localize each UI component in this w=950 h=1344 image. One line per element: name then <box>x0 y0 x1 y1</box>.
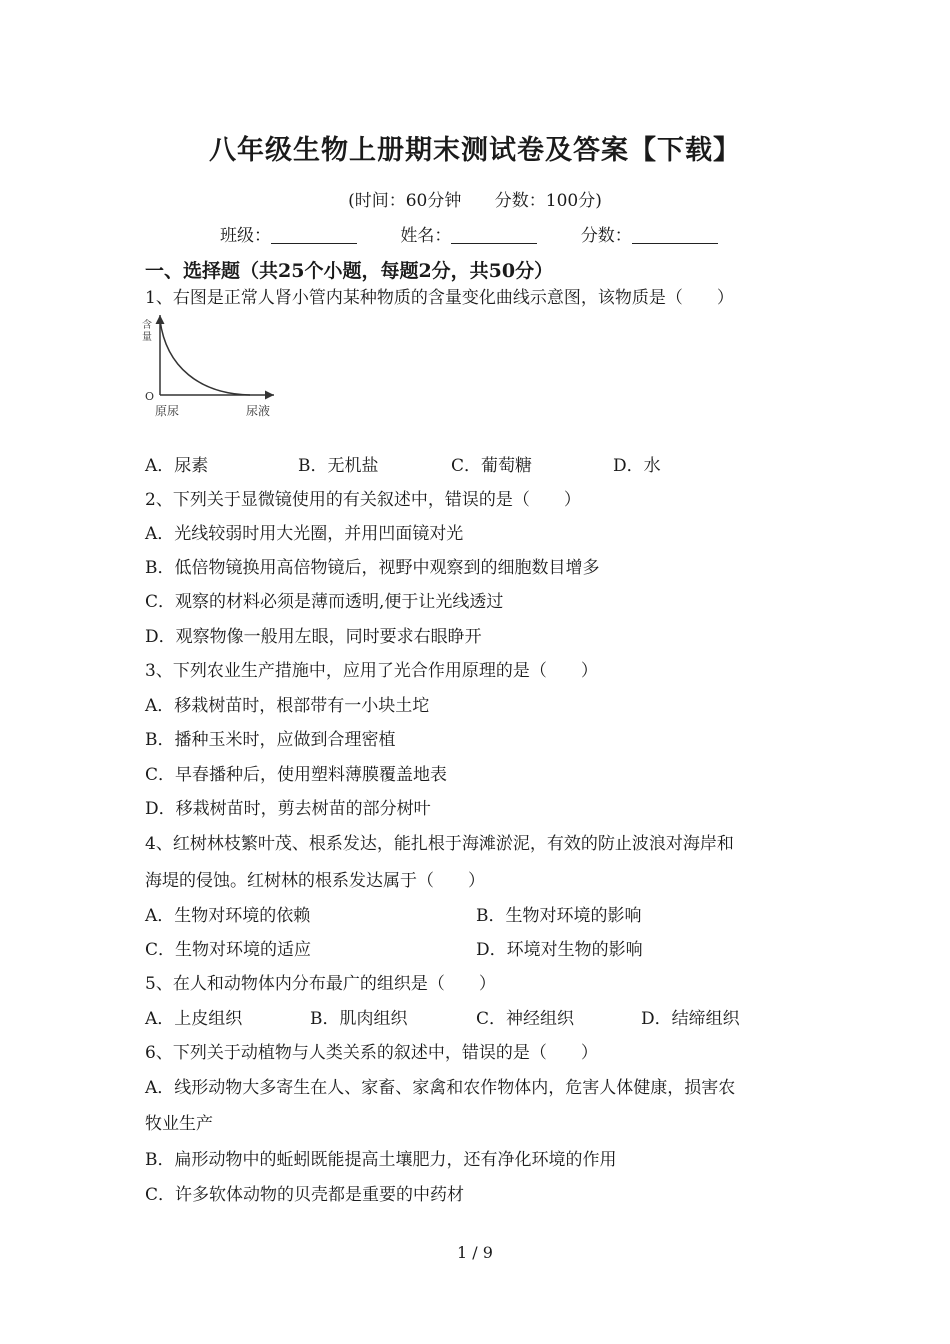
exam-meta <box>0 186 950 211</box>
q3-option-a: A．移栽树苗时，根部带有一小块土坨 <box>145 696 430 716</box>
student-fields <box>220 221 756 246</box>
score-field <box>581 221 718 246</box>
q2-option-b: B．低倍物镜换用高倍物镜后，视野中观察到的细胞数目增多 <box>145 558 600 578</box>
decay-curve <box>160 320 250 395</box>
q5-option-b: B．肌肉组织 <box>310 1009 408 1029</box>
question-6-stem: 6、下列关于动植物与人类关系的叙述中，错误的是（ ） <box>145 1043 598 1063</box>
q1-option-c: C．葡萄糖 <box>451 456 533 476</box>
class-blank[interactable] <box>271 227 357 244</box>
name-blank[interactable] <box>451 227 537 244</box>
q4-option-b: B．生物对环境的影响 <box>476 906 642 926</box>
q5-option-d: D．结缔组织 <box>641 1009 740 1029</box>
q4-option-d: D．环境对生物的影响 <box>476 940 643 960</box>
q2-option-c: C．观察的材料必须是薄而透明,便于让光线透过 <box>145 592 504 612</box>
question-5-stem: 5、在人和动物体内分布最广的组织是（ ） <box>145 974 496 994</box>
q4-option-a: A．生物对环境的依赖 <box>145 906 311 926</box>
q1-option-a: A．尿素 <box>145 456 209 476</box>
q5-option-a: A．上皮组织 <box>145 1009 243 1029</box>
q6-option-a-line1: A．线形动物大多寄生在人、家畜、家禽和农作物体内，危害人体健康，损害农 <box>145 1078 736 1098</box>
class-label: 班级： <box>220 226 271 246</box>
q6-option-c: C．许多软体动物的贝壳都是重要的中药材 <box>145 1185 465 1205</box>
page-title: 八年级生物上册期末测试卷及答案【下载】 <box>209 135 741 166</box>
name-field <box>400 221 537 246</box>
q2-option-a: A．光线较弱时用大光圈，并用凹面镜对光 <box>145 524 464 544</box>
question-4-stem-line2: 海堤的侵蚀。红树林的根系发达属于（ ） <box>145 871 485 891</box>
q6-option-b: B．扁形动物中的蚯蚓既能提高土壤肥力，还有净化环境的作用 <box>145 1150 617 1170</box>
y-label-bottom: 量 <box>142 332 152 343</box>
q1-option-d: D．水 <box>613 456 661 476</box>
time-info: (时间：60分钟 <box>348 191 462 211</box>
origin-label: O <box>145 390 155 403</box>
q2-option-d: D．观察物像一般用左眼，同时要求右眼睁开 <box>145 627 482 647</box>
question-2-stem: 2、下列关于显微镜使用的有关叙述中，错误的是（ ） <box>145 490 581 510</box>
question-4-stem-line1: 4、红树林枝繁叶茂、根系发达，能扎根于海滩淤泥，有效的防止波浪对海岸和 <box>145 834 734 854</box>
y-label-top: 含 <box>142 320 152 331</box>
score-label: 分数： <box>580 226 632 246</box>
score-blank[interactable] <box>632 227 718 244</box>
x-label-end: 尿液 <box>246 404 271 418</box>
q6-option-a-line2: 牧业生产 <box>145 1114 213 1134</box>
score-info: 分数：100分) <box>494 191 602 211</box>
q1-option-b: B．无机盐 <box>298 456 379 476</box>
content-curve-graph <box>140 312 280 420</box>
q3-option-d: D．移栽树苗时，剪去树苗的部分树叶 <box>145 799 431 819</box>
class-field <box>220 221 357 246</box>
question-3-stem: 3、下列农业生产措施中，应用了光合作用原理的是（ ） <box>145 661 598 681</box>
name-label: 姓名： <box>400 226 452 246</box>
q5-option-c: C．神经组织 <box>476 1009 575 1029</box>
question-1-stem: 1、右图是正常人肾小管内某种物质的含量变化曲线示意图，该物质是（ ） <box>145 288 734 308</box>
page-number: 1 / 9 <box>457 1243 493 1262</box>
q3-option-c: C．早春播种后，使用塑料薄膜覆盖地表 <box>145 765 448 785</box>
x-label-start: 原尿 <box>155 404 180 418</box>
q4-option-c: C．生物对环境的适应 <box>145 940 312 960</box>
q3-option-b: B．播种玉米时，应做到合理密植 <box>145 730 396 750</box>
section-heading: 一、选择题（共25个小题，每题2分，共50分） <box>145 260 554 282</box>
